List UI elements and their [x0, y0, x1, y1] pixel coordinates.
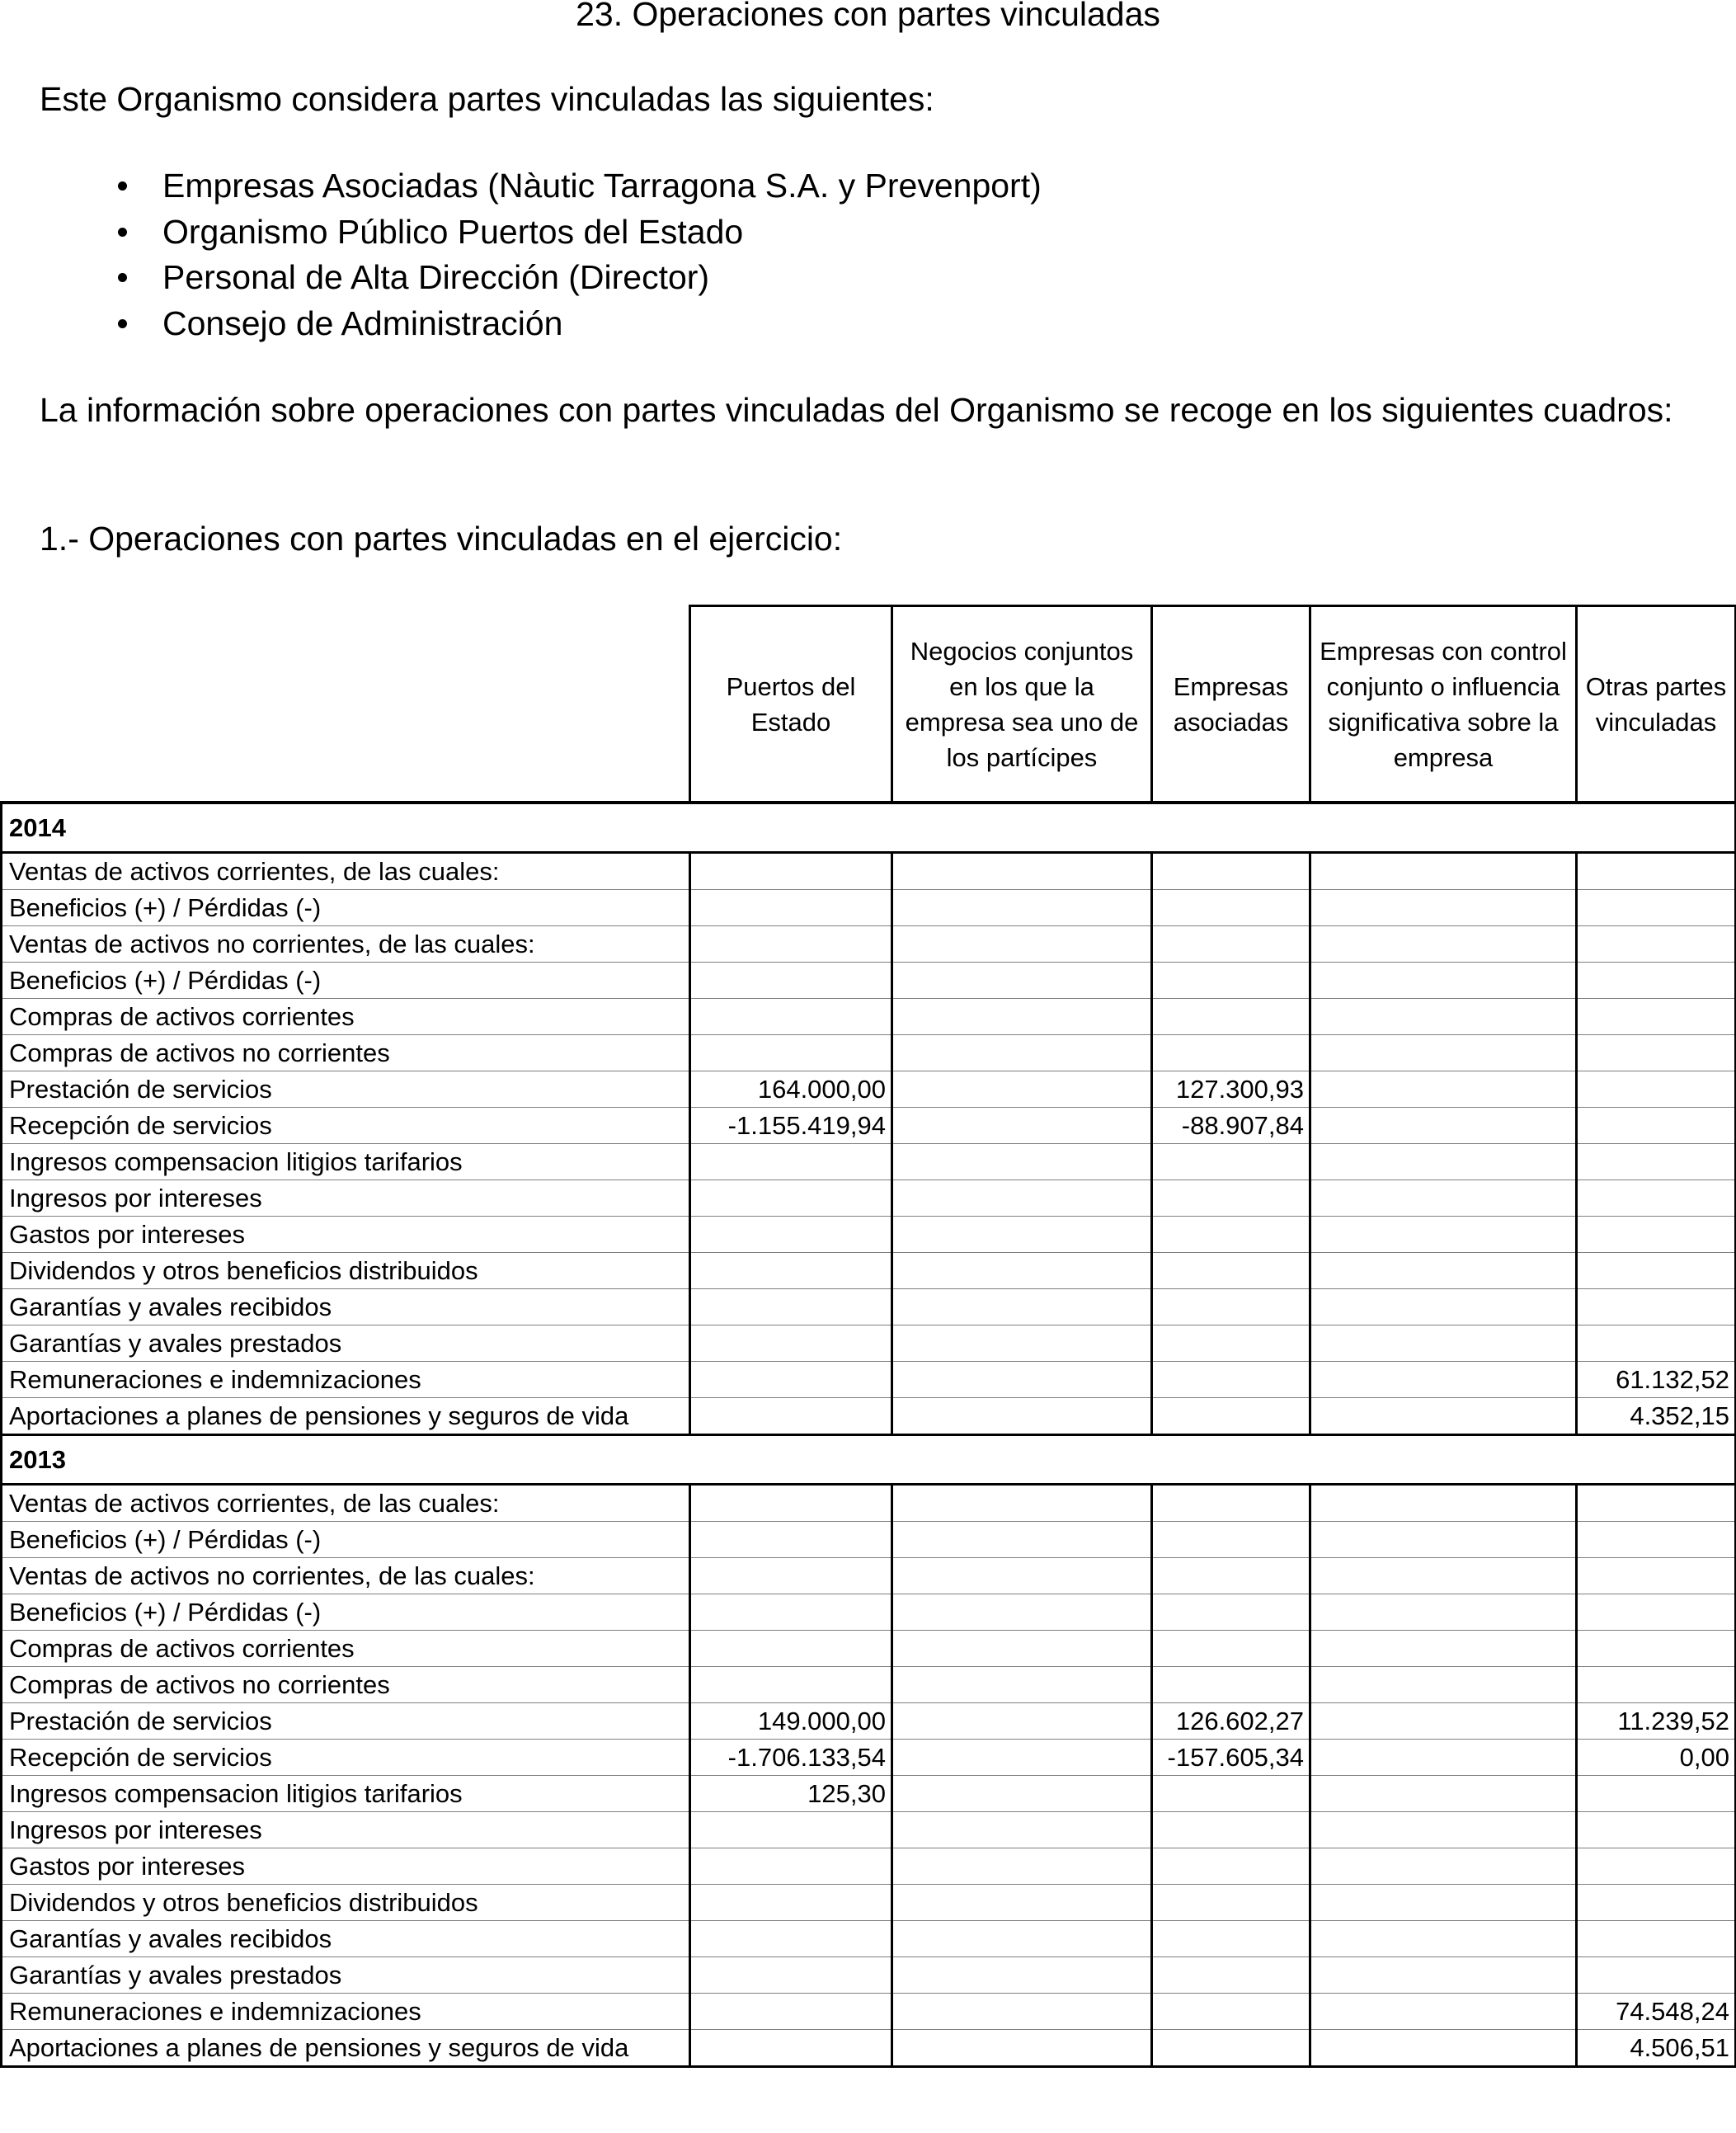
value-cell: [1577, 1667, 1736, 1703]
info-paragraph: La información sobre operaciones con partes vinculadas del Organismo se recoge en los siguientes cuadros:: [40, 391, 1673, 429]
value-cell: [1310, 2030, 1577, 2067]
row-label: Ingresos por intereses: [2, 1180, 690, 1217]
value-cell: 61.132,52: [1577, 1362, 1736, 1398]
list-item-label: Empresas Asociadas (Nàutic Tarragona S.A. y Prevenport): [162, 167, 1042, 205]
value-cell: [892, 1812, 1152, 1848]
value-cell: [1577, 1848, 1736, 1885]
value-cell: [1577, 1144, 1736, 1180]
value-cell: [690, 2030, 892, 2067]
bullet-icon: [118, 273, 127, 282]
intro-text: Este Organismo considera partes vinculadas las siguientes:: [40, 80, 934, 118]
value-cell: [1310, 999, 1577, 1035]
value-cell: [1152, 1631, 1310, 1667]
table-row: [2, 1325, 1736, 1362]
value-cell: [1152, 1522, 1310, 1558]
list-item: [0, 211, 1042, 257]
value-cell: [892, 1289, 1152, 1325]
value-cell: [1152, 1776, 1310, 1812]
value-cell: [1310, 1398, 1577, 1435]
value-cell: [690, 963, 892, 999]
row-label: Gastos por intereses: [2, 1848, 690, 1885]
value-cell: [1310, 1485, 1577, 1522]
value-cell: [892, 1217, 1152, 1253]
value-cell: [1152, 1485, 1310, 1522]
bullet-icon: [118, 181, 127, 191]
value-cell: [892, 1631, 1152, 1667]
row-label: Recepción de servicios: [2, 1740, 690, 1776]
header-negocios-conjuntos: Negocios conjuntos en los que la empresa sea uno de los partícipes: [892, 606, 1152, 803]
value-cell: [1577, 1776, 1736, 1812]
value-cell: [1152, 1558, 1310, 1594]
value-cell: [690, 1994, 892, 2030]
value-cell: 4.352,15: [1577, 1398, 1736, 1435]
value-cell: [892, 1485, 1152, 1522]
related-parties-list: [0, 165, 1042, 348]
row-label: Prestación de servicios: [2, 1071, 690, 1108]
value-cell: [690, 1921, 892, 1957]
value-cell: [892, 890, 1152, 926]
related-party-transactions-table: [0, 605, 1736, 2068]
value-cell: [1577, 1289, 1736, 1325]
value-cell: [690, 1325, 892, 1362]
value-cell: [1310, 1957, 1577, 1994]
table-row: [2, 1631, 1736, 1667]
value-cell: [892, 1667, 1152, 1703]
row-label: Ventas de activos no corrientes, de las cuales:: [2, 1558, 690, 1594]
value-cell: [1310, 1558, 1577, 1594]
value-cell: [892, 1522, 1152, 1558]
value-cell: [690, 1885, 892, 1921]
value-cell: [1577, 1631, 1736, 1667]
value-cell: [1152, 1594, 1310, 1631]
header-empresas-control-conjunto: Empresas con control conjunto o influencia significativa sobre la empresa: [1310, 606, 1577, 803]
value-cell: [690, 1485, 892, 1522]
row-label: Garantías y avales prestados: [2, 1325, 690, 1362]
value-cell: [690, 1398, 892, 1435]
value-cell: [1152, 926, 1310, 963]
row-label: Ventas de activos corrientes, de las cuales:: [2, 1485, 690, 1522]
value-cell: [892, 963, 1152, 999]
value-cell: [892, 1921, 1152, 1957]
value-cell: [1152, 1362, 1310, 1398]
value-cell: 164.000,00: [690, 1071, 892, 1108]
value-cell: [1577, 1217, 1736, 1253]
value-cell: [1310, 1144, 1577, 1180]
value-cell: -1.155.419,94: [690, 1108, 892, 1144]
value-cell: [1310, 1667, 1577, 1703]
value-cell: [1577, 853, 1736, 890]
value-cell: [690, 1957, 892, 1994]
table-row: [2, 1776, 1736, 1812]
value-cell: [892, 1071, 1152, 1108]
value-cell: [1152, 853, 1310, 890]
table-row: [2, 1594, 1736, 1631]
value-cell: [1310, 1108, 1577, 1144]
value-cell: [1152, 1144, 1310, 1180]
value-cell: 126.602,27: [1152, 1703, 1310, 1740]
table-row: [2, 1071, 1736, 1108]
value-cell: [892, 999, 1152, 1035]
value-cell: [892, 1108, 1152, 1144]
table-row: [2, 1253, 1736, 1289]
value-cell: [892, 1776, 1152, 1812]
row-label: Aportaciones a planes de pensiones y seguros de vida: [2, 1398, 690, 1435]
row-label: Compras de activos corrientes: [2, 1631, 690, 1667]
bullet-icon: [118, 319, 127, 328]
table-row: [2, 1740, 1736, 1776]
table-row: [2, 1957, 1736, 1994]
row-label: Garantías y avales recibidos: [2, 1921, 690, 1957]
value-cell: [1152, 1180, 1310, 1217]
table-row: [2, 1848, 1736, 1885]
value-cell: [1152, 1921, 1310, 1957]
value-cell: [1310, 1703, 1577, 1740]
value-cell: [892, 853, 1152, 890]
value-cell: [690, 890, 892, 926]
value-cell: [892, 1740, 1152, 1776]
value-cell: [1152, 1812, 1310, 1848]
value-cell: [1577, 1108, 1736, 1144]
row-label: Compras de activos no corrientes: [2, 1667, 690, 1703]
table-row: [2, 999, 1736, 1035]
value-cell: [690, 1144, 892, 1180]
table-header-row: [2, 606, 1736, 803]
value-cell: [690, 1253, 892, 1289]
table-row: [2, 1703, 1736, 1740]
table-row: [2, 1362, 1736, 1398]
bullet-icon: [118, 228, 127, 237]
value-cell: [690, 999, 892, 1035]
value-cell: [1310, 1522, 1577, 1558]
value-cell: [1310, 926, 1577, 963]
list-item: [0, 257, 1042, 303]
section-subheading: 1.- Operaciones con partes vinculadas en el ejercicio:: [40, 520, 843, 558]
value-cell: [1577, 1921, 1736, 1957]
value-cell: [892, 1035, 1152, 1071]
value-cell: 0,00: [1577, 1740, 1736, 1776]
table-row: [2, 1812, 1736, 1848]
list-item-label: Consejo de Administración: [162, 304, 563, 342]
value-cell: [1577, 999, 1736, 1035]
value-cell: [892, 1398, 1152, 1435]
value-cell: [1152, 1667, 1310, 1703]
table-row: [2, 1108, 1736, 1144]
value-cell: [892, 1362, 1152, 1398]
value-cell: [1152, 1885, 1310, 1921]
row-label: Garantías y avales prestados: [2, 1957, 690, 1994]
row-label: Prestación de servicios: [2, 1703, 690, 1740]
value-cell: [892, 1253, 1152, 1289]
header-empresas-asociadas: Empresas asociadas: [1152, 606, 1310, 803]
value-cell: [1152, 1253, 1310, 1289]
value-cell: 11.239,52: [1577, 1703, 1736, 1740]
value-cell: [892, 2030, 1152, 2067]
value-cell: [892, 1885, 1152, 1921]
value-cell: [892, 926, 1152, 963]
row-label: Garantías y avales recibidos: [2, 1289, 690, 1325]
value-cell: [1577, 1253, 1736, 1289]
value-cell: [892, 1957, 1152, 1994]
value-cell: [892, 1180, 1152, 1217]
value-cell: [892, 1325, 1152, 1362]
value-cell: [690, 1362, 892, 1398]
value-cell: [1152, 999, 1310, 1035]
value-cell: [1310, 1180, 1577, 1217]
value-cell: [690, 1035, 892, 1071]
table-row: [2, 1035, 1736, 1071]
value-cell: [1577, 963, 1736, 999]
value-cell: [1577, 1485, 1736, 1522]
table-row: [2, 1522, 1736, 1558]
year-row: [2, 803, 1736, 853]
table-row: [2, 1180, 1736, 1217]
table-row: [2, 1558, 1736, 1594]
table-row: [2, 2030, 1736, 2067]
value-cell: 74.548,24: [1577, 1994, 1736, 2030]
value-cell: [1577, 1957, 1736, 1994]
year-row: [2, 1435, 1736, 1485]
value-cell: [1310, 963, 1577, 999]
value-cell: [892, 1144, 1152, 1180]
table-row: [2, 1994, 1736, 2030]
table-row: [2, 890, 1736, 926]
value-cell: [1577, 1885, 1736, 1921]
value-cell: [690, 853, 892, 890]
value-cell: [1310, 1812, 1577, 1848]
value-cell: [1310, 1631, 1577, 1667]
header-otras-partes-vinculadas: Otras partes vinculadas: [1577, 606, 1736, 803]
row-label: Beneficios (+) / Pérdidas (-): [2, 890, 690, 926]
value-cell: [1152, 1289, 1310, 1325]
value-cell: [1310, 853, 1577, 890]
value-cell: 4.506,51: [1577, 2030, 1736, 2067]
row-label: Beneficios (+) / Pérdidas (-): [2, 1594, 690, 1631]
row-label: Ventas de activos no corrientes, de las cuales:: [2, 926, 690, 963]
value-cell: [1152, 1994, 1310, 2030]
list-item: [0, 303, 1042, 349]
row-label: Compras de activos corrientes: [2, 999, 690, 1035]
list-item-label: Organismo Público Puertos del Estado: [162, 212, 744, 251]
row-label: Remuneraciones e indemnizaciones: [2, 1994, 690, 2030]
value-cell: [1310, 890, 1577, 926]
value-cell: [690, 1522, 892, 1558]
value-cell: [892, 1994, 1152, 2030]
page-title: 23. Operaciones con partes vinculadas: [576, 0, 1160, 33]
table-body: [2, 803, 1736, 2067]
year-label: 2013: [2, 1435, 1736, 1485]
value-cell: [1152, 963, 1310, 999]
value-cell: [1310, 1594, 1577, 1631]
row-label: Recepción de servicios: [2, 1108, 690, 1144]
value-cell: [892, 1558, 1152, 1594]
value-cell: [690, 1631, 892, 1667]
header-puertos-del-estado: Puertos del Estado: [690, 606, 892, 803]
table-row: [2, 853, 1736, 890]
value-cell: [1577, 890, 1736, 926]
value-cell: [690, 1558, 892, 1594]
table-row: [2, 1289, 1736, 1325]
value-cell: [1577, 1812, 1736, 1848]
row-label: Ingresos compensacion litigios tarifarios: [2, 1776, 690, 1812]
value-cell: [1310, 1289, 1577, 1325]
value-cell: [1310, 1885, 1577, 1921]
value-cell: [1152, 890, 1310, 926]
table-row: [2, 963, 1736, 999]
value-cell: [690, 1667, 892, 1703]
value-cell: [690, 926, 892, 963]
row-label: Beneficios (+) / Pérdidas (-): [2, 963, 690, 999]
value-cell: [1577, 926, 1736, 963]
table-row: [2, 1398, 1736, 1435]
value-cell: [1310, 1071, 1577, 1108]
value-cell: [1310, 1362, 1577, 1398]
value-cell: -1.706.133,54: [690, 1740, 892, 1776]
value-cell: [1310, 1776, 1577, 1812]
row-label: Dividendos y otros beneficios distribuidos: [2, 1253, 690, 1289]
value-cell: [690, 1848, 892, 1885]
row-label: Compras de activos no corrientes: [2, 1035, 690, 1071]
value-cell: [1310, 1740, 1577, 1776]
value-cell: [1152, 1957, 1310, 1994]
table-row: [2, 1667, 1736, 1703]
value-cell: [892, 1703, 1152, 1740]
value-cell: [690, 1180, 892, 1217]
value-cell: [690, 1812, 892, 1848]
row-label: Remuneraciones e indemnizaciones: [2, 1362, 690, 1398]
table-row: [2, 1144, 1736, 1180]
value-cell: [892, 1848, 1152, 1885]
row-label: Gastos por intereses: [2, 1217, 690, 1253]
value-cell: [1310, 1921, 1577, 1957]
value-cell: [1310, 1848, 1577, 1885]
value-cell: [1577, 1071, 1736, 1108]
row-label: Dividendos y otros beneficios distribuidos: [2, 1885, 690, 1921]
list-item: [0, 165, 1042, 211]
value-cell: [1577, 1325, 1736, 1362]
table-row: [2, 1885, 1736, 1921]
row-label: Aportaciones a planes de pensiones y seguros de vida: [2, 2030, 690, 2067]
row-label: Ingresos por intereses: [2, 1812, 690, 1848]
value-cell: [690, 1594, 892, 1631]
row-label: Ingresos compensacion litigios tarifarios: [2, 1144, 690, 1180]
value-cell: [1152, 2030, 1310, 2067]
value-cell: [1577, 1035, 1736, 1071]
value-cell: [1577, 1522, 1736, 1558]
value-cell: 127.300,93: [1152, 1071, 1310, 1108]
table-row: [2, 926, 1736, 963]
value-cell: [690, 1289, 892, 1325]
value-cell: [1310, 1035, 1577, 1071]
value-cell: [1577, 1594, 1736, 1631]
value-cell: [1152, 1035, 1310, 1071]
value-cell: [1310, 1253, 1577, 1289]
value-cell: [1152, 1398, 1310, 1435]
year-label: 2014: [2, 803, 1736, 853]
value-cell: [892, 1594, 1152, 1631]
row-label: Ventas de activos corrientes, de las cuales:: [2, 853, 690, 890]
value-cell: 125,30: [690, 1776, 892, 1812]
value-cell: [1310, 1217, 1577, 1253]
value-cell: [1152, 1325, 1310, 1362]
list-item-label: Personal de Alta Dirección (Director): [162, 258, 710, 296]
value-cell: [1310, 1325, 1577, 1362]
header-corner: [2, 606, 690, 803]
table-row: [2, 1921, 1736, 1957]
value-cell: [1152, 1217, 1310, 1253]
value-cell: [690, 1217, 892, 1253]
value-cell: [1577, 1558, 1736, 1594]
value-cell: [1152, 1848, 1310, 1885]
value-cell: 149.000,00: [690, 1703, 892, 1740]
value-cell: -157.605,34: [1152, 1740, 1310, 1776]
row-label: Beneficios (+) / Pérdidas (-): [2, 1522, 690, 1558]
table-row: [2, 1217, 1736, 1253]
value-cell: [1310, 1994, 1577, 2030]
value-cell: -88.907,84: [1152, 1108, 1310, 1144]
table-row: [2, 1485, 1736, 1522]
value-cell: [1577, 1180, 1736, 1217]
